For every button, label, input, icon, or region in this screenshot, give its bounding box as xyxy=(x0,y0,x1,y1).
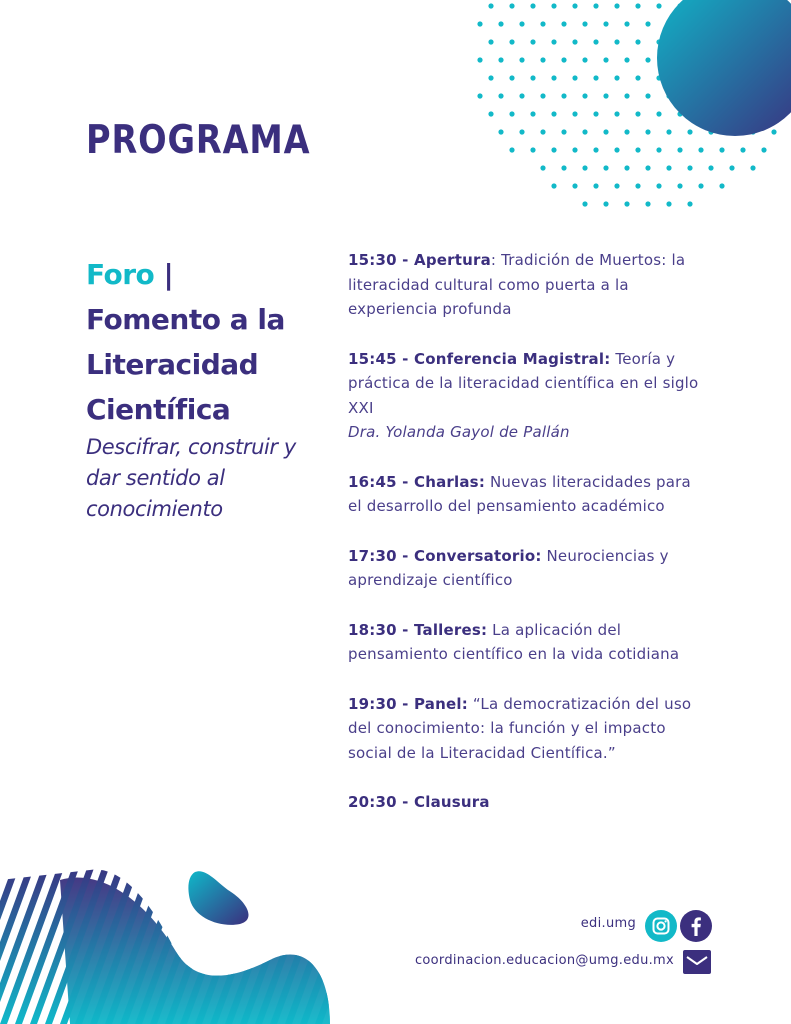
event-subtitle: Descifrar, construir y dar sentido al conocimiento xyxy=(86,435,296,521)
instagram-icon[interactable] xyxy=(645,910,677,942)
agenda-time-title: 16:45 - Charlas: xyxy=(348,472,486,491)
agenda-speaker: Dra. Yolanda Gayol de Pallán xyxy=(348,423,570,441)
event-separator: | xyxy=(154,258,174,291)
agenda-time-title: 19:30 - Panel: xyxy=(348,694,468,713)
agenda-list xyxy=(348,248,708,840)
gradient-circle-decoration xyxy=(650,0,791,150)
agenda-item xyxy=(348,618,708,667)
agenda-item xyxy=(348,248,708,322)
agenda-time-title: 20:30 - Clausura xyxy=(348,793,490,811)
agenda-time-title: 18:30 - Talleres: xyxy=(348,620,488,639)
mail-icon[interactable] xyxy=(683,950,711,974)
agenda-description: Teoría y práctica de la literacidad científica en el siglo XXI xyxy=(348,349,699,417)
agenda-description: Nuevas literacidades para el desarrollo del pensamiento académico xyxy=(348,472,691,515)
agenda-item xyxy=(348,692,708,766)
facebook-icon[interactable] xyxy=(680,910,712,942)
agenda-description: “La democratización del uso del conocimiento: la función y el impacto social de la Literacidad Científica.” xyxy=(348,694,692,762)
agenda-description: Neurociencias y aprendizaje científico xyxy=(348,546,669,589)
wave-stripes-decoration xyxy=(0,860,340,1024)
agenda-item xyxy=(348,544,708,593)
agenda-description: La aplicación del pensamiento científico en la vida cotidiana xyxy=(348,620,680,663)
agenda-item xyxy=(348,470,708,519)
social-handle[interactable]: edi.umg xyxy=(580,916,636,931)
event-title xyxy=(86,252,326,432)
event-title-line-3: Científica xyxy=(86,393,231,426)
page-title: PROGRAMA xyxy=(86,118,311,163)
contact-email[interactable]: coordinacion.educacion@umg.edu.mx xyxy=(414,953,674,968)
event-prefix: Foro xyxy=(86,258,155,291)
agenda-time-title: 15:45 - Conferencia Magistral: xyxy=(348,349,611,368)
event-block xyxy=(86,252,326,525)
agenda-time-title: 17:30 - Conversatorio: xyxy=(348,546,542,565)
agenda-time-title: 15:30 - Apertura xyxy=(348,251,491,269)
agenda-description: : Tradición de Muertos: la literacidad cultural como puerta a la experiencia profunda xyxy=(348,251,686,318)
event-title-line-1: Fomento a la xyxy=(86,303,285,336)
agenda-item xyxy=(348,347,708,445)
agenda-item xyxy=(348,790,708,815)
event-title-line-2: Literacidad xyxy=(86,348,259,381)
